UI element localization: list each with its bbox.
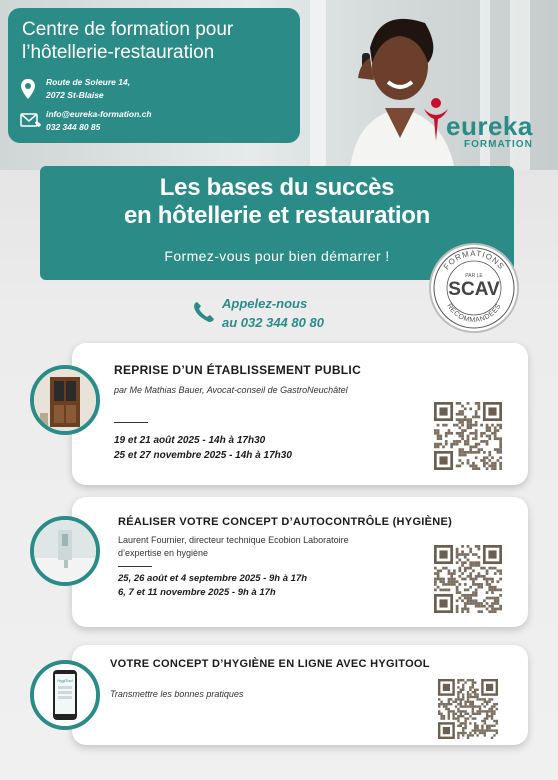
location-pin-icon <box>20 78 36 100</box>
course-dates <box>118 572 307 600</box>
instructor-line1: Laurent Fournier, directeur technique Ecobion Laboratoire <box>118 535 349 545</box>
course-image-door <box>30 365 100 435</box>
course-image-hygitool-app <box>30 660 100 730</box>
course-card-1[interactable] <box>72 343 528 485</box>
course-date-1: 19 et 21 août 2025 - 14h à 17h30 <box>114 435 266 446</box>
course-instructor <box>118 534 349 560</box>
stamp-bottom-text: RECOMMANDÉES <box>445 302 503 325</box>
course-date-2: 25 et 27 novembre 2025 - 14h à 17h30 <box>114 450 292 461</box>
course-card-2[interactable] <box>72 497 528 627</box>
qr-code-1[interactable] <box>434 402 502 470</box>
logo-wordmark: eureka <box>446 111 533 141</box>
headline <box>40 174 514 230</box>
call-block[interactable] <box>190 294 324 332</box>
divider <box>114 422 148 423</box>
centre-title-line1: Centre de formation pour <box>22 19 234 40</box>
eureka-logo <box>420 97 542 157</box>
scav-stamp <box>428 242 520 334</box>
divider <box>118 566 152 567</box>
address-line1: Route de Soleure 14, <box>46 77 131 87</box>
qr-code-2[interactable] <box>434 545 502 613</box>
stamp-top-text: FORMATIONS <box>441 248 507 272</box>
app-screen-label: HygiTool <box>57 678 73 683</box>
course-dates <box>114 433 292 463</box>
address-line2: 2072 St-Blaise <box>46 90 104 100</box>
stamp-par-text: PAR LE <box>465 273 483 279</box>
headline-line1: Les bases du succès <box>159 174 395 201</box>
course-image-hygiene <box>30 516 100 586</box>
phone-handset-icon <box>192 300 216 324</box>
course-card-3[interactable] <box>72 645 528 745</box>
email-link[interactable]: info@eureka-formation.ch <box>46 109 152 119</box>
course-date-1: 25, 26 août et 4 septembre 2025 - 9h à 17h <box>118 573 308 584</box>
phone-number[interactable]: 032 344 80 85 <box>46 122 101 132</box>
mail-phone-icon <box>20 111 42 129</box>
course-title: RÉALISER VOTRE CONCEPT D’AUTOCONTRÔLE (HYGIÈNE) <box>118 516 453 528</box>
header-box <box>8 8 300 143</box>
window-pane <box>310 0 326 170</box>
contact-block <box>20 108 152 134</box>
call-number[interactable]: au 032 344 80 80 <box>222 315 324 330</box>
instructor-line2: d’expertise en hygiène <box>118 548 209 558</box>
course-instructor: par Me Mathias Bauer, Avocat-conseil de GastroNeuchâtel <box>114 385 348 395</box>
headline-line2: en hôtellerie et restauration <box>123 202 431 229</box>
tagline: Formez-vous pour bien démarrer ! <box>164 248 390 264</box>
logo-subtitle: FORMATION <box>464 139 533 150</box>
stamp-main-text: SCAV <box>448 279 500 300</box>
centre-title-line2: l’hôtellerie-restauration <box>22 42 215 63</box>
course-date-2: 6, 7 et 11 novembre 2025 - 9h à 17h <box>118 587 276 598</box>
course-subtitle: Transmettre les bonnes pratiques <box>110 689 244 699</box>
address-block <box>20 76 130 102</box>
course-title: VOTRE CONCEPT D’HYGIÈNE EN LIGNE AVEC HYGITOOL <box>110 658 430 670</box>
qr-code-3[interactable] <box>438 679 498 739</box>
call-label: Appelez-nous <box>222 296 308 311</box>
course-title: REPRISE D’UN ÉTABLISSEMENT PUBLIC <box>114 363 362 377</box>
